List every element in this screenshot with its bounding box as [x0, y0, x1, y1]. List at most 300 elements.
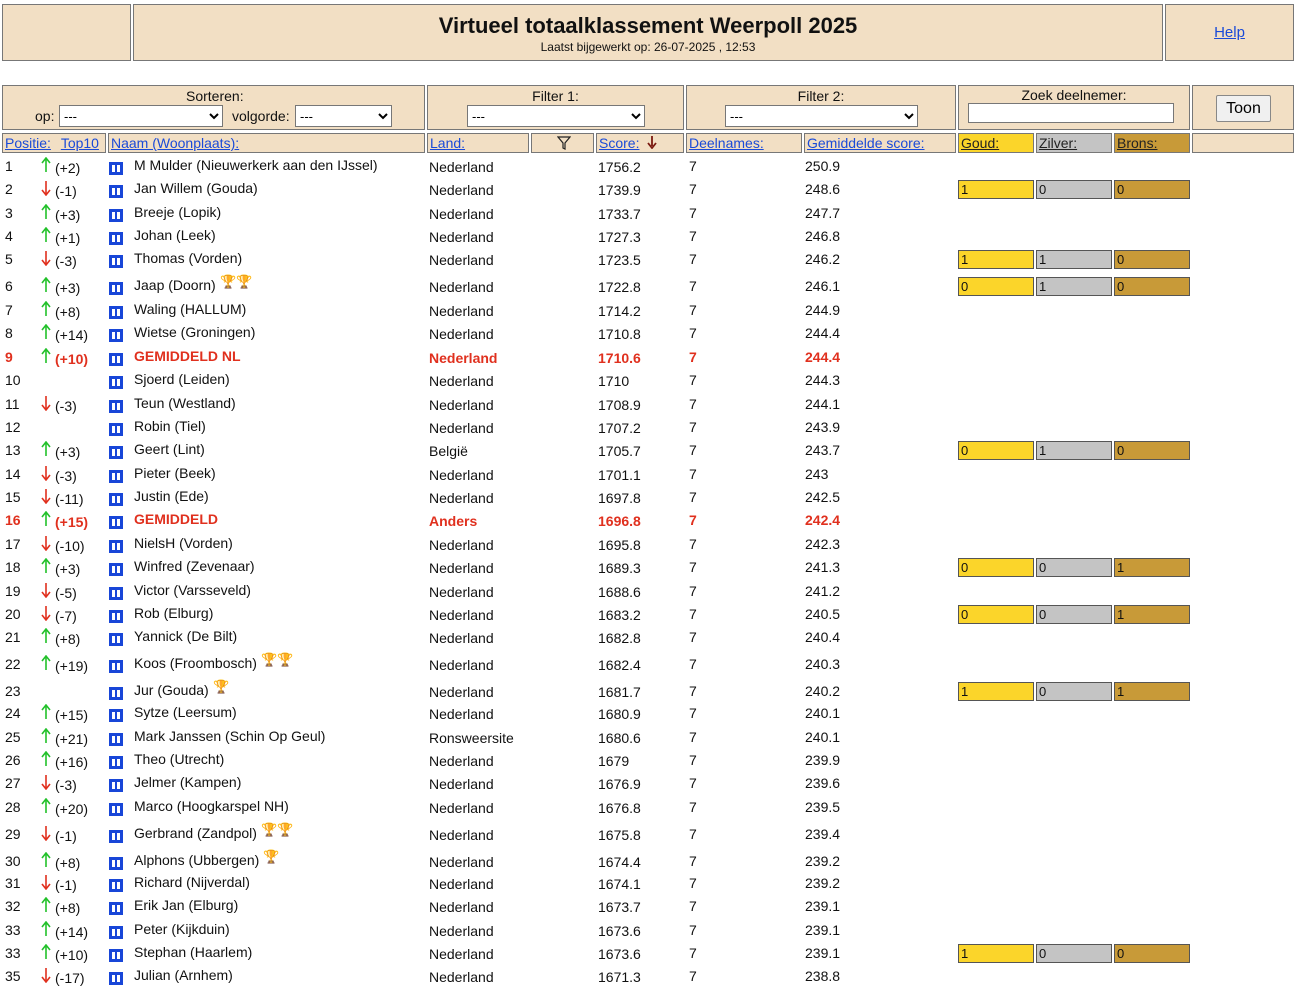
participations-cell: 7	[689, 205, 697, 221]
profile-icon[interactable]	[109, 879, 123, 895]
score-cell: 1674.4	[598, 854, 641, 870]
arrow-up-icon	[41, 157, 51, 176]
gold-count: 0	[958, 605, 1034, 624]
rank-cell: 1	[5, 158, 13, 174]
country-cell: Nederland	[429, 490, 494, 506]
profile-icon[interactable]	[109, 660, 123, 676]
arrow-down-icon	[41, 967, 51, 986]
rank-cell: 11	[5, 396, 20, 412]
average-cell: 244.1	[805, 396, 841, 412]
bronze-count: 1	[1114, 558, 1190, 577]
rank-cell: 22	[5, 656, 21, 672]
arrow-up-icon	[41, 324, 51, 343]
participations-cell: 7	[689, 396, 697, 412]
rank-cell: 29	[5, 826, 21, 842]
participant-name: Julian (Arnhem)	[134, 967, 233, 983]
participant-name: Yannick (De Bilt)	[134, 628, 238, 644]
average-cell: 239.2	[805, 853, 841, 869]
score-cell: 1680.6	[598, 730, 641, 746]
change-cell: (-17)	[55, 970, 85, 986]
col-deelnames-link[interactable]: Deelnames:	[689, 135, 764, 151]
participant-name: GEMIDDELD NL	[134, 348, 241, 364]
participations-cell: 7	[689, 683, 697, 699]
silver-count: 0	[1036, 682, 1112, 701]
change-cell: (+21)	[55, 731, 89, 747]
col-goud-header	[958, 133, 1034, 153]
arrow-up-icon	[41, 227, 51, 246]
profile-icon[interactable]	[109, 587, 123, 603]
arrow-up-icon	[41, 277, 51, 296]
profile-icon[interactable]	[109, 610, 123, 626]
average-cell: 239.1	[805, 945, 841, 961]
col-top10-link[interactable]: Top10	[60, 135, 99, 151]
bronze-count: 0	[1114, 944, 1190, 963]
average-cell: 243	[805, 466, 829, 482]
profile-icon[interactable]	[109, 972, 123, 988]
arrow-up-icon	[41, 628, 51, 647]
score-cell: 1673.6	[598, 946, 641, 962]
profile-icon[interactable]	[109, 803, 123, 819]
country-cell: Nederland	[429, 350, 498, 366]
col-score-link[interactable]: Score:	[599, 135, 640, 151]
change-cell: (+14)	[55, 327, 89, 343]
change-cell: (-3)	[55, 777, 77, 793]
participant-name: Sytze (Leersum)	[134, 704, 237, 720]
rank-cell: 6	[5, 278, 13, 294]
score-cell: 1705.7	[598, 443, 641, 459]
country-cell: Anders	[429, 513, 478, 529]
col-brons-header	[1114, 133, 1190, 153]
arrow-down-icon	[41, 465, 51, 484]
country-cell: Nederland	[429, 420, 494, 436]
participations-cell: 7	[689, 729, 697, 745]
participant-name: Koos (Froombosch)	[134, 655, 257, 671]
trophy-icon: 🏆🏆	[261, 822, 294, 837]
average-cell: 246.2	[805, 251, 841, 267]
average-cell: 250.9	[805, 158, 841, 174]
score-cell: 1708.9	[598, 397, 641, 413]
arrow-down-icon	[41, 395, 51, 414]
participant-name: Pieter (Beek)	[134, 465, 216, 481]
col-naam-link[interactable]: Naam (Woonplaats):	[111, 135, 240, 151]
sort-label: Sorteren:	[186, 88, 244, 104]
score-cell: 1673.6	[598, 923, 641, 939]
participant-name: Gerbrand (Zandpol)	[134, 825, 257, 841]
change-cell: (+20)	[55, 801, 89, 817]
rank-cell: 2	[5, 181, 13, 197]
average-cell: 246.8	[805, 228, 841, 244]
participant-name: Winfred (Zevenaar)	[134, 558, 255, 574]
arrow-up-icon	[41, 204, 51, 223]
score-cell: 1680.9	[598, 706, 641, 722]
score-cell: 1689.3	[598, 560, 641, 576]
bronze-count: 0	[1114, 250, 1190, 269]
participant-name: Justin (Ede)	[134, 488, 209, 504]
average-cell: 240.3	[805, 656, 841, 672]
participations-cell: 7	[689, 442, 697, 458]
participant-name: Wietse (Groningen)	[134, 324, 256, 340]
rank-cell: 5	[5, 251, 13, 267]
show-button[interactable]: Toon	[1216, 95, 1271, 122]
col-empty-header	[1192, 133, 1294, 153]
change-cell: (-1)	[55, 183, 77, 199]
change-cell: (+15)	[55, 707, 89, 723]
participations-cell: 7	[689, 278, 697, 294]
average-cell: 248.6	[805, 181, 841, 197]
change-cell: (+3)	[55, 561, 81, 577]
participant-name: Robin (Tiel)	[134, 418, 206, 434]
participant-name: Rob (Elburg)	[134, 605, 214, 621]
gold-count: 0	[958, 441, 1034, 460]
rank-cell: 16	[5, 512, 21, 528]
banner-title-panel	[133, 4, 1163, 61]
rank-cell: 28	[5, 799, 21, 815]
silver-count: 0	[1036, 558, 1112, 577]
gold-count: 1	[958, 944, 1034, 963]
silver-count: 0	[1036, 944, 1112, 963]
participant-name: Jur (Gouda)	[134, 682, 209, 698]
country-cell: Nederland	[429, 969, 494, 985]
arrow-up-icon	[41, 704, 51, 723]
country-cell: Nederland	[429, 397, 494, 413]
col-brons-link[interactable]: Brons:	[1117, 135, 1158, 151]
score-cell: 1710	[598, 373, 630, 389]
participant-name: Jan Willem (Gouda)	[134, 180, 258, 196]
filter1-label: Filter 1:	[532, 88, 579, 104]
participations-cell: 7	[689, 629, 697, 645]
bronze-count: 1	[1114, 605, 1190, 624]
bronze-count: 1	[1114, 682, 1190, 701]
participations-cell: 7	[689, 536, 697, 552]
arrow-down-icon	[41, 180, 51, 199]
change-cell: (+1)	[55, 230, 81, 246]
change-cell: (+3)	[55, 444, 81, 460]
country-cell: Nederland	[429, 706, 494, 722]
participant-name: Peter (Kijkduin)	[134, 921, 230, 937]
score-cell: 1679	[598, 753, 630, 769]
country-cell: Nederland	[429, 584, 494, 600]
change-cell: (-11)	[55, 491, 84, 507]
change-cell: (+3)	[55, 207, 81, 223]
filter2-panel	[686, 85, 956, 130]
average-cell: 239.1	[805, 898, 841, 914]
change-cell: (+8)	[55, 631, 81, 647]
rank-cell: 12	[5, 419, 21, 435]
score-cell: 1683.2	[598, 607, 641, 623]
profile-icon[interactable]	[109, 857, 123, 873]
participant-name: Teun (Westland)	[134, 395, 236, 411]
change-cell: (+16)	[55, 754, 89, 770]
arrow-up-icon	[41, 921, 51, 940]
participations-cell: 7	[689, 251, 697, 267]
score-cell: 1675.8	[598, 827, 641, 843]
filter2-label: Filter 2:	[797, 88, 845, 104]
sort-order-select[interactable]	[295, 105, 392, 127]
search-panel	[958, 85, 1190, 130]
rank-cell: 7	[5, 302, 13, 318]
score-cell: 1733.7	[598, 206, 641, 222]
country-cell: Nederland	[429, 252, 494, 268]
score-cell: 1682.8	[598, 630, 641, 646]
score-cell: 1714.2	[598, 303, 641, 319]
rank-cell: 33	[5, 945, 21, 961]
participations-cell: 7	[689, 945, 697, 961]
arrow-down-icon	[41, 535, 51, 554]
profile-icon[interactable]	[109, 516, 123, 532]
profile-icon[interactable]	[109, 540, 123, 556]
country-cell: Nederland	[429, 776, 494, 792]
rank-cell: 10	[5, 372, 21, 388]
profile-icon[interactable]	[109, 255, 123, 271]
score-cell: 1682.4	[598, 657, 641, 673]
country-cell: Nederland	[429, 607, 494, 623]
country-cell: Nederland	[429, 279, 494, 295]
arrow-up-icon	[41, 897, 51, 916]
participant-name: Marco (Hoogkarspel NH)	[134, 798, 289, 814]
arrow-up-icon	[41, 944, 51, 963]
participations-cell: 7	[689, 372, 697, 388]
country-cell: Nederland	[429, 876, 494, 892]
arrow-down-icon	[41, 874, 51, 893]
score-cell: 1681.7	[598, 684, 641, 700]
profile-icon[interactable]	[109, 756, 123, 772]
arrow-up-icon	[41, 852, 51, 871]
profile-icon[interactable]	[109, 376, 123, 392]
change-cell: (+15)	[55, 514, 89, 530]
profile-icon[interactable]	[109, 949, 123, 965]
rank-cell: 21	[5, 629, 21, 645]
average-cell: 242.5	[805, 489, 841, 505]
score-cell: 1688.6	[598, 584, 641, 600]
col-goud-link[interactable]: Goud:	[961, 135, 1000, 151]
average-cell: 243.9	[805, 419, 841, 435]
country-cell: België	[429, 443, 468, 459]
score-cell: 1739.9	[598, 182, 641, 198]
change-cell: (+10)	[55, 947, 89, 963]
average-cell: 238.8	[805, 968, 841, 984]
average-cell: 240.2	[805, 683, 841, 699]
change-cell: (-1)	[55, 828, 77, 844]
country-cell: Nederland	[429, 753, 494, 769]
country-cell: Nederland	[429, 899, 494, 915]
search-label: Zoek deelnemer:	[1021, 87, 1127, 103]
search-input[interactable]	[968, 103, 1174, 123]
gold-count: 1	[958, 682, 1034, 701]
participations-cell: 7	[689, 606, 697, 622]
profile-icon[interactable]	[109, 423, 123, 439]
country-cell: Nederland	[429, 657, 494, 673]
participant-name: Geert (Lint)	[134, 441, 205, 457]
country-cell: Nederland	[429, 800, 494, 816]
change-cell: (+8)	[55, 855, 81, 871]
participant-name: NielsH (Vorden)	[134, 535, 233, 551]
average-cell: 239.2	[805, 875, 841, 891]
participant-name: Johan (Leek)	[134, 227, 216, 243]
participations-cell: 7	[689, 512, 697, 528]
profile-icon[interactable]	[109, 185, 123, 201]
average-cell: 240.1	[805, 705, 841, 721]
profile-icon[interactable]	[109, 830, 123, 846]
participations-cell: 7	[689, 466, 697, 482]
profile-icon[interactable]	[109, 902, 123, 918]
rank-cell: 32	[5, 898, 21, 914]
banner-help-panel	[1165, 4, 1294, 61]
rank-cell: 27	[5, 775, 21, 791]
country-cell: Nederland	[429, 630, 494, 646]
country-cell: Nederland	[429, 467, 494, 483]
rank-cell: 14	[5, 466, 21, 482]
participations-cell: 7	[689, 559, 697, 575]
profile-icon[interactable]	[109, 733, 123, 749]
filter2-select[interactable]	[725, 105, 918, 127]
profile-icon[interactable]	[109, 282, 123, 298]
arrow-down-icon	[41, 774, 51, 793]
change-cell: (-10)	[55, 538, 85, 554]
bronze-count: 0	[1114, 277, 1190, 296]
arrow-down-icon	[41, 582, 51, 601]
bronze-count: 0	[1114, 441, 1190, 460]
col-gemiddelde-link[interactable]: Gemiddelde score:	[807, 135, 925, 151]
participant-name: Jaap (Doorn)	[134, 277, 216, 293]
average-cell: 244.9	[805, 302, 841, 318]
average-cell: 242.3	[805, 536, 841, 552]
profile-icon[interactable]	[109, 232, 123, 248]
average-cell: 244.4	[805, 325, 841, 341]
change-cell: (-3)	[55, 398, 77, 414]
participations-cell: 7	[689, 898, 697, 914]
score-cell: 1676.9	[598, 776, 641, 792]
average-cell: 244.4	[805, 349, 841, 365]
score-cell: 1727.3	[598, 229, 641, 245]
profile-icon[interactable]	[109, 400, 123, 416]
participations-cell: 7	[689, 752, 697, 768]
filter1-panel	[427, 85, 684, 130]
country-cell: Ronsweersite	[429, 730, 514, 746]
average-cell: 246.1	[805, 278, 841, 294]
rank-cell: 8	[5, 325, 13, 341]
average-cell: 239.6	[805, 775, 841, 791]
arrow-up-icon	[41, 728, 51, 747]
arrow-up-icon	[41, 441, 51, 460]
country-cell: Nederland	[429, 326, 494, 342]
participations-cell: 7	[689, 853, 697, 869]
profile-icon[interactable]	[109, 709, 123, 725]
profile-icon[interactable]	[109, 563, 123, 579]
profile-icon[interactable]	[109, 162, 123, 178]
average-cell: 240.5	[805, 606, 841, 622]
silver-count: 0	[1036, 605, 1112, 624]
arrow-up-icon	[41, 348, 51, 367]
participations-cell: 7	[689, 656, 697, 672]
participations-cell: 7	[689, 583, 697, 599]
score-cell: 1710.8	[598, 326, 641, 342]
score-cell: 1697.8	[598, 490, 641, 506]
change-cell: (-7)	[55, 608, 77, 624]
profile-icon[interactable]	[109, 687, 123, 703]
help-link[interactable]: Help	[1214, 24, 1245, 41]
country-cell: Nederland	[429, 684, 494, 700]
rank-cell: 19	[5, 583, 21, 599]
country-cell: Nederland	[429, 854, 494, 870]
rank-cell: 13	[5, 442, 21, 458]
country-cell: Nederland	[429, 159, 494, 175]
country-cell: Nederland	[429, 946, 494, 962]
arrow-up-icon	[41, 558, 51, 577]
country-cell: Nederland	[429, 206, 494, 222]
col-land-link[interactable]: Land:	[430, 135, 466, 151]
participations-cell: 7	[689, 302, 697, 318]
sort-op-select[interactable]	[59, 105, 223, 127]
participant-name: GEMIDDELD	[134, 511, 218, 527]
change-cell: (+8)	[55, 304, 81, 320]
change-cell: (-5)	[55, 585, 77, 601]
rank-cell: 30	[5, 853, 21, 869]
participant-name: Jelmer (Kampen)	[134, 774, 242, 790]
country-cell: Nederland	[429, 182, 494, 198]
change-cell: (+2)	[55, 160, 81, 176]
profile-icon[interactable]	[109, 926, 123, 942]
country-cell: Nederland	[429, 560, 494, 576]
participations-cell: 7	[689, 826, 697, 842]
score-cell: 1722.8	[598, 279, 641, 295]
average-cell: 243.7	[805, 442, 841, 458]
country-cell: Nederland	[429, 229, 494, 245]
profile-icon[interactable]	[109, 493, 123, 509]
rank-cell: 31	[5, 875, 21, 891]
country-cell: Nederland	[429, 537, 494, 553]
participant-name: Richard (Nijverdal)	[134, 874, 250, 890]
col-deelnames-header	[686, 133, 802, 153]
rank-cell: 25	[5, 729, 21, 745]
participant-name: Mark Janssen (Schin Op Geul)	[134, 728, 326, 744]
profile-icon[interactable]	[109, 633, 123, 649]
sort-order-label: volgorde:	[232, 108, 290, 124]
average-cell: 244.3	[805, 372, 841, 388]
participations-cell: 7	[689, 181, 697, 197]
bronze-count: 0	[1114, 180, 1190, 199]
profile-icon[interactable]	[109, 209, 123, 225]
profile-icon[interactable]	[109, 779, 123, 795]
arrow-down-icon	[41, 605, 51, 624]
profile-icon[interactable]	[109, 329, 123, 345]
arrow-up-icon	[41, 511, 51, 530]
col-positie-link[interactable]: Positie:	[5, 135, 51, 151]
score-cell: 1671.3	[598, 969, 641, 985]
score-cell: 1723.5	[598, 252, 641, 268]
participant-name: Sjoerd (Leiden)	[134, 371, 230, 387]
rank-cell: 20	[5, 606, 21, 622]
arrow-up-icon	[41, 301, 51, 320]
change-cell: (+10)	[55, 351, 89, 367]
arrow-down-icon	[41, 250, 51, 269]
change-cell: (-3)	[55, 253, 77, 269]
col-land-header	[427, 133, 529, 153]
profile-icon[interactable]	[109, 470, 123, 486]
participations-cell: 7	[689, 968, 697, 984]
participations-cell: 7	[689, 228, 697, 244]
participant-name: Thomas (Vorden)	[134, 250, 243, 266]
participations-cell: 7	[689, 158, 697, 174]
arrow-down-icon	[41, 488, 51, 507]
filter1-select[interactable]	[467, 105, 645, 127]
profile-icon[interactable]	[109, 306, 123, 322]
filter-icon[interactable]	[557, 136, 571, 150]
score-cell: 1710.6	[598, 350, 641, 366]
col-zilver-link[interactable]: Zilver:	[1039, 135, 1078, 151]
profile-icon[interactable]	[109, 353, 123, 369]
average-cell: 239.1	[805, 922, 841, 938]
profile-icon[interactable]	[109, 446, 123, 462]
